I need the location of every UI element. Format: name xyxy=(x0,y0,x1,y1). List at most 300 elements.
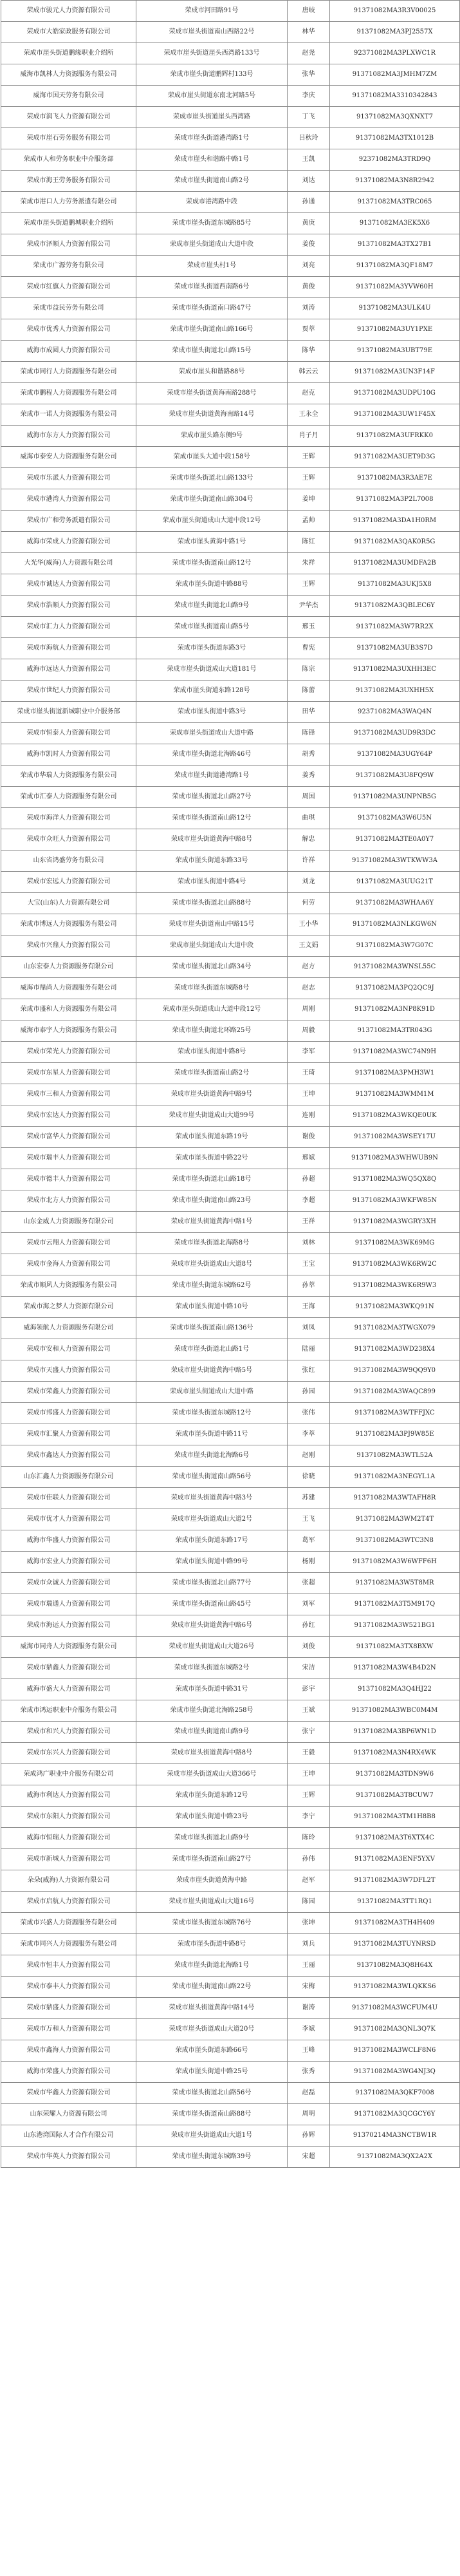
credit-code-cell: 91371082MA3TX27B1 xyxy=(330,234,460,256)
legal-person-cell: 李庆 xyxy=(288,86,330,107)
address-cell: 荣成市崖头街道港湾路1号 xyxy=(136,128,288,149)
legal-person-cell: 陈锋 xyxy=(288,723,330,744)
company-registry-table xyxy=(1,0,460,2168)
address-cell: 荣成市崖头街道中路10号 xyxy=(136,1297,288,1318)
table-row xyxy=(1,893,460,914)
company-name-cell: 荣成市兴盛人力资源服务有限公司 xyxy=(1,1913,136,1934)
table-row xyxy=(1,1297,460,1318)
legal-person-cell: 孙红 xyxy=(288,1615,330,1637)
company-name-cell: 山东汇鑫人力资源服务有限公司 xyxy=(1,1467,136,1488)
table-row xyxy=(1,362,460,383)
address-cell: 荣成市崖头街道南山路22号 xyxy=(136,1977,288,1998)
company-name-cell: 荣成市海洋人力资源有限公司 xyxy=(1,808,136,829)
credit-code-cell: 91371082MA3P2L7008 xyxy=(330,489,460,511)
registry-body xyxy=(1,1,460,2168)
legal-person-cell: 姜坤 xyxy=(288,489,330,511)
credit-code-cell: 91371082MA3WAQC899 xyxy=(330,1382,460,1403)
company-name-cell: 山东省鸿盛劳务有限公司 xyxy=(1,851,136,872)
company-name-cell: 荣成市鼎盛人力资源有限公司 xyxy=(1,1998,136,2019)
table-row xyxy=(1,1892,460,1913)
address-cell: 荣成市崖头街道东路128号 xyxy=(136,681,288,702)
credit-code-cell: 91371082MA3W7RR2X xyxy=(330,617,460,638)
company-name-cell: 荣成市优才人力资源有限公司 xyxy=(1,1509,136,1530)
credit-code-cell: 91371082MA3UN3F14F xyxy=(330,362,460,383)
table-row xyxy=(1,128,460,149)
table-row xyxy=(1,1743,460,1764)
credit-code-cell: 91371082MA3WM2T4T xyxy=(330,1509,460,1530)
company-name-cell: 荣成市金海人力资源有限公司 xyxy=(1,1254,136,1275)
address-cell: 荣成市崖头街道成山大道中段 xyxy=(136,234,288,256)
address-cell: 荣成市崖头街道黄海中路3号 xyxy=(136,1488,288,1509)
table-row xyxy=(1,1467,460,1488)
legal-person-cell: 刘涛 xyxy=(288,298,330,319)
address-cell: 荣成市崖头街道南山路5号 xyxy=(136,617,288,638)
credit-code-cell: 91371082MA3UD9R3DC xyxy=(330,723,460,744)
legal-person-cell: 刘兵 xyxy=(288,1934,330,1955)
table-row xyxy=(1,1637,460,1658)
address-cell: 荣成市崖头街道黄海中路14号 xyxy=(136,1998,288,2019)
address-cell: 荣成市崖头街道北山路88号 xyxy=(136,893,288,914)
address-cell: 荣成市崖头街道成山大道26号 xyxy=(136,1637,288,1658)
table-row xyxy=(1,1615,460,1637)
credit-code-cell: 91371082MA3310342843 xyxy=(330,86,460,107)
table-row xyxy=(1,1382,460,1403)
address-cell: 荣成市崖头街道成山大道2号 xyxy=(136,1509,288,1530)
company-name-cell: 荣成市博远人力资源服务有限公司 xyxy=(1,914,136,935)
legal-person-cell: 唐岐 xyxy=(288,1,330,22)
credit-code-cell: 91371082MA3WK6R9W3 xyxy=(330,1275,460,1297)
company-name-cell: 威海市恒瑞人力资源有限公司 xyxy=(1,1828,136,1849)
address-cell: 荣成市崖头街道成山大道1号 xyxy=(136,2125,288,2147)
credit-code-cell: 91371082MA3QKF7008 xyxy=(330,2083,460,2104)
table-row xyxy=(1,1764,460,1785)
credit-code-cell: 91371082MA3W5T8MR xyxy=(330,1573,460,1594)
legal-person-cell: 宋洁 xyxy=(288,1658,330,1679)
address-cell: 荣成市崖头街道崖头西湾路133号 xyxy=(136,43,288,64)
address-cell: 荣成市崖头街道南山路23号 xyxy=(136,1190,288,1212)
address-cell: 荣成市崖头街道成山大道8号 xyxy=(136,1254,288,1275)
company-name-cell: 荣成市恒泰人力资源有限公司 xyxy=(1,723,136,744)
address-cell: 荣成市崖头街道南山路2号 xyxy=(136,1063,288,1084)
credit-code-cell: 91371082MA3YVW60H xyxy=(330,277,460,298)
company-name-cell: 荣成市宏达人力资源有限公司 xyxy=(1,1105,136,1127)
address-cell: 荣成市崖头街道东城路8号 xyxy=(136,978,288,999)
table-row xyxy=(1,532,460,553)
company-name-cell: 荣成市世纪人力资源有限公司 xyxy=(1,681,136,702)
address-cell: 荣成市崖头街道南山路12号 xyxy=(136,553,288,574)
credit-code-cell: 91371082MA3U8FQ9W xyxy=(330,766,460,787)
credit-code-cell: 91371082MA3TX8BXW xyxy=(330,1637,460,1658)
credit-code-cell: 91371082MA3N4RX4WK xyxy=(330,1743,460,1764)
legal-person-cell: 刘凤 xyxy=(288,1318,330,1339)
company-name-cell: 荣成市港口人力劳务派遣有限公司 xyxy=(1,192,136,213)
legal-person-cell: 王辉 xyxy=(288,1785,330,1807)
credit-code-cell: 91371082MA3UW1F45X xyxy=(330,404,460,426)
credit-code-cell: 91371082MA3QX2A2X xyxy=(330,2147,460,2168)
address-cell: 荣成市崖头街道中路8号 xyxy=(136,1042,288,1063)
table-row xyxy=(1,1594,460,1615)
credit-code-cell: 91371082MA3UUG21T xyxy=(330,872,460,893)
company-name-cell: 威海市华盛人力资源有限公司 xyxy=(1,1530,136,1552)
company-name-cell: 荣成市新城人力资源有限公司 xyxy=(1,1849,136,1870)
legal-person-cell: 赵刚 xyxy=(288,1445,330,1467)
company-name-cell: 威海市泰宇人力资源服务有限公司 xyxy=(1,1020,136,1042)
legal-person-cell: 彭宇 xyxy=(288,1679,330,1700)
table-row xyxy=(1,957,460,978)
company-name-cell: 荣成市人和劳务职业中介服务部 xyxy=(1,149,136,171)
credit-code-cell: 91371082MA3WC74N9H xyxy=(330,1042,460,1063)
credit-code-cell: 91371082MA3UY1PXE xyxy=(330,319,460,341)
legal-person-cell: 吕秋玲 xyxy=(288,128,330,149)
company-name-cell: 威海市凯时人力资源有限公司 xyxy=(1,744,136,766)
legal-person-cell: 刘军 xyxy=(288,1594,330,1615)
address-cell: 荣成市崖头街道中路99号 xyxy=(136,1552,288,1573)
company-name-cell: 荣成市兴鼎人力资源有限公司 xyxy=(1,935,136,957)
credit-code-cell: 92371082MA3PLXWC1R xyxy=(330,43,460,64)
legal-person-cell: 张华 xyxy=(288,64,330,86)
address-cell: 荣成市崖头街道鹏辉村133号 xyxy=(136,64,288,86)
credit-code-cell: 91371082MA3T5M917Q xyxy=(330,1594,460,1615)
credit-code-cell: 91371082MA3WKQE0UK xyxy=(330,1105,460,1127)
credit-code-cell: 91371082MA3WKQ91N xyxy=(330,1297,460,1318)
credit-code-cell: 91371082MA3UXHH3EC xyxy=(330,659,460,681)
company-name-cell: 荣成市众诚人力资源有限公司 xyxy=(1,1573,136,1594)
credit-code-cell: 91371082MA3TR043G xyxy=(330,1020,460,1042)
address-cell: 荣成市崖头街道北海路46号 xyxy=(136,744,288,766)
company-name-cell: 威海市凯林人力资源服务有限公司 xyxy=(1,64,136,86)
credit-code-cell: 91371082MA3PQ2QC9J xyxy=(330,978,460,999)
company-name-cell: 荣成市华瑞人力资源服务有限公司 xyxy=(1,766,136,787)
company-name-cell: 荣成市东兴人力资源有限公司 xyxy=(1,1743,136,1764)
credit-code-cell: 91371082MA3DA1H0RM xyxy=(330,511,460,532)
company-name-cell: 荣成市大皓家政服务有限公司 xyxy=(1,22,136,43)
address-cell: 荣成市崖头街道北山路9号 xyxy=(136,596,288,617)
legal-person-cell: 朱祥 xyxy=(288,553,330,574)
company-name-cell: 荣成市瑞丰人力资源有限公司 xyxy=(1,1148,136,1169)
table-row xyxy=(1,1849,460,1870)
legal-person-cell: 孙伟 xyxy=(288,1849,330,1870)
credit-code-cell: 91371082MA3NP8K91D xyxy=(330,999,460,1020)
credit-code-cell: 91371082MA3WHAA6Y xyxy=(330,893,460,914)
company-name-cell: 荣成市东阳人力资源有限公司 xyxy=(1,1807,136,1828)
table-row xyxy=(1,1339,460,1360)
company-name-cell: 荣成市崖头街道新城职业中介服务部 xyxy=(1,702,136,723)
company-name-cell: 荣成市盛和人力资源服务有限公司 xyxy=(1,999,136,1020)
credit-code-cell: 91371082MA3WD238X4 xyxy=(330,1339,460,1360)
table-row xyxy=(1,149,460,171)
company-name-cell: 荣成市汇泰人力资源服务有限公司 xyxy=(1,787,136,808)
table-row xyxy=(1,2147,460,2168)
address-cell: 荣成市崖头街道北山路27号 xyxy=(136,787,288,808)
company-name-cell: 荣成市海航人力资源有限公司 xyxy=(1,638,136,659)
credit-code-cell: 91371082MA3TRC065 xyxy=(330,192,460,213)
legal-person-cell: 陆丽 xyxy=(288,1339,330,1360)
address-cell: 荣成市崖头街道成山大道181号 xyxy=(136,659,288,681)
table-row xyxy=(1,1700,460,1722)
table-row xyxy=(1,935,460,957)
legal-person-cell: 孙通 xyxy=(288,192,330,213)
table-row xyxy=(1,638,460,659)
company-name-cell: 荣成市一诺人力资源服务有限公司 xyxy=(1,404,136,426)
legal-person-cell: 曲琪 xyxy=(288,808,330,829)
table-row xyxy=(1,171,460,192)
address-cell: 荣成市崖头街道黄海中路8号 xyxy=(136,829,288,851)
credit-code-cell: 91371082MA3QBLEC6Y xyxy=(330,596,460,617)
legal-person-cell: 王毅 xyxy=(288,1743,330,1764)
address-cell: 荣成市崖头村1号 xyxy=(136,256,288,277)
credit-code-cell: 91371082MA3EK5X6 xyxy=(330,213,460,234)
company-name-cell: 荣成市东星人力资源有限公司 xyxy=(1,1063,136,1084)
credit-code-cell: 91371082MA3WTL52A xyxy=(330,1445,460,1467)
table-row xyxy=(1,1360,460,1382)
table-row xyxy=(1,2062,460,2083)
address-cell: 荣成市崖头街道北山路18号 xyxy=(136,1169,288,1190)
address-cell: 荣成市崖头街道中路4号 xyxy=(136,872,288,893)
legal-person-cell: 王坤 xyxy=(288,1084,330,1105)
address-cell: 荣成市崖头街道北海路8号 xyxy=(136,1233,288,1254)
address-cell: 荣成市崖头街道黄海中路 xyxy=(136,1870,288,1892)
table-row xyxy=(1,383,460,404)
legal-person-cell: 张坤 xyxy=(288,1913,330,1934)
credit-code-cell: 91371082MA3TDN9W6 xyxy=(330,1764,460,1785)
company-name-cell: 荣成市万和人力资源有限公司 xyxy=(1,2019,136,2040)
table-row xyxy=(1,702,460,723)
table-row xyxy=(1,1828,460,1849)
table-row xyxy=(1,999,460,1020)
company-name-cell: 荣成市富华人力资源有限公司 xyxy=(1,1127,136,1148)
address-cell: 荣成市崖头街道中路11号 xyxy=(136,1424,288,1445)
legal-person-cell: 徐晓 xyxy=(288,1467,330,1488)
credit-code-cell: 91371082MA3UET9D3G xyxy=(330,447,460,468)
address-cell: 荣成市河田路91号 xyxy=(136,1,288,22)
credit-code-cell: 91371082MA3Q4HJ22 xyxy=(330,1679,460,1700)
address-cell: 荣成市崖头街道南山路45号 xyxy=(136,1594,288,1615)
address-cell: 荣成市崖头街道中路31号 xyxy=(136,1679,288,1700)
credit-code-cell: 91371082MA3TX1012B xyxy=(330,128,460,149)
address-cell: 荣成市崖头街道东路66号 xyxy=(136,2040,288,2062)
legal-person-cell: 周国 xyxy=(288,787,330,808)
legal-person-cell: 赵方 xyxy=(288,957,330,978)
company-name-cell: 荣成市鼎鑫人力资源有限公司 xyxy=(1,1658,136,1679)
company-name-cell: 荣成市广源劳务有限公司 xyxy=(1,256,136,277)
address-cell: 荣成市崖头街道成山大道中段12号 xyxy=(136,511,288,532)
table-row xyxy=(1,1870,460,1892)
address-cell: 荣成市崖头路东侧9号 xyxy=(136,426,288,447)
company-name-cell: 荣成市骏元人力资源有限公司 xyxy=(1,1,136,22)
company-name-cell: 荣成市鸿运职业中介服务有限公司 xyxy=(1,1700,136,1722)
legal-person-cell: 肖子月 xyxy=(288,426,330,447)
credit-code-cell: 91371082MA3W521BG1 xyxy=(330,1615,460,1637)
address-cell: 荣成市崖头街道北山路133号 xyxy=(136,468,288,489)
table-row xyxy=(1,872,460,893)
table-row xyxy=(1,574,460,596)
table-row xyxy=(1,723,460,744)
address-cell: 荣成市崖头街道黄海中路6号 xyxy=(136,1615,288,1637)
address-cell: 荣成市崖头街道黄海中路1号 xyxy=(136,1212,288,1233)
legal-person-cell: 孙园 xyxy=(288,1382,330,1403)
table-row xyxy=(1,234,460,256)
company-name-cell: 荣成市荣光人力资源有限公司 xyxy=(1,1042,136,1063)
table-row xyxy=(1,1042,460,1063)
table-row xyxy=(1,1722,460,1743)
legal-person-cell: 张红 xyxy=(288,1360,330,1382)
credit-code-cell: 91371082MA3UMDFA2B xyxy=(330,553,460,574)
table-row xyxy=(1,1105,460,1127)
legal-person-cell: 陈玲 xyxy=(288,1828,330,1849)
company-name-cell: 荣成市海运人力资源有限公司 xyxy=(1,1615,136,1637)
legal-person-cell: 陈蕾 xyxy=(288,681,330,702)
credit-code-cell: 91371082MA3WLQKKS6 xyxy=(330,1977,460,1998)
company-name-cell: 荣成市宏远人力资源有限公司 xyxy=(1,872,136,893)
address-cell: 荣成市崖头街道东城路2号 xyxy=(136,1658,288,1679)
credit-code-cell: 91371082MA3UFRKK0 xyxy=(330,426,460,447)
legal-person-cell: 黄庚 xyxy=(288,213,330,234)
address-cell: 荣成市崖头街道黄海中路9号 xyxy=(136,1084,288,1105)
legal-person-cell: 葛军 xyxy=(288,1530,330,1552)
address-cell: 荣成市崖头街道中路88号 xyxy=(136,574,288,596)
credit-code-cell: 91371082MA3QCGCY6Y xyxy=(330,2104,460,2125)
credit-code-cell: 91371082MA3PMH3W1 xyxy=(330,1063,460,1084)
legal-person-cell: 李超 xyxy=(288,1190,330,1212)
company-name-cell: 荣成市优秀人力资源有限公司 xyxy=(1,319,136,341)
address-cell: 荣成市崖头街道黄海中路8号 xyxy=(136,1743,288,1764)
table-row xyxy=(1,2125,460,2147)
address-cell: 荣成市崖头和谐路88号 xyxy=(136,362,288,383)
legal-person-cell: 王飞 xyxy=(288,1509,330,1530)
legal-person-cell: 周明 xyxy=(288,2104,330,2125)
credit-code-cell: 91371082MA3R3V00025 xyxy=(330,1,460,22)
table-row xyxy=(1,319,460,341)
address-cell: 荣成市崖头大道中段158号 xyxy=(136,447,288,468)
table-row xyxy=(1,1403,460,1424)
address-cell: 荣成市崖头街道北山路9号 xyxy=(136,1828,288,1849)
table-row xyxy=(1,766,460,787)
legal-person-cell: 王辉 xyxy=(288,447,330,468)
company-name-cell: 荣成市德丰人力资源有限公司 xyxy=(1,1169,136,1190)
legal-person-cell: 张超 xyxy=(288,1573,330,1594)
address-cell: 荣成市崖头街道成山大道20号 xyxy=(136,2019,288,2040)
table-row xyxy=(1,681,460,702)
address-cell: 荣成市崖头街道中路22号 xyxy=(136,1148,288,1169)
credit-code-cell: 91371082MA3T8CUW7 xyxy=(330,1785,460,1807)
credit-code-cell: 91371082MA3PJ9W85E xyxy=(330,1424,460,1445)
company-name-cell: 荣成市崖头街道鹏城职业介绍所 xyxy=(1,213,136,234)
credit-code-cell: 92371082MA3TRD9Q xyxy=(330,149,460,171)
table-row xyxy=(1,489,460,511)
address-cell: 荣成市港湾路中段 xyxy=(136,192,288,213)
table-row xyxy=(1,1424,460,1445)
table-row xyxy=(1,1318,460,1339)
company-name-cell: 荣成市华鑫人力资源有限公司 xyxy=(1,2083,136,2104)
company-name-cell: 荣成市泽顺人力资源有限公司 xyxy=(1,234,136,256)
credit-code-cell: 91371082MA3WK6RW2C xyxy=(330,1254,460,1275)
address-cell: 荣成市崖头街道东路19号 xyxy=(136,1127,288,1148)
company-name-cell: 威海市成圆人力资源有限公司 xyxy=(1,341,136,362)
table-row xyxy=(1,744,460,766)
legal-person-cell: 谢涛 xyxy=(288,1998,330,2019)
table-row xyxy=(1,107,460,128)
credit-code-cell: 91371082MA3WHWUB9N xyxy=(330,1148,460,1169)
company-name-cell: 威海领航人力资源服务有限公司 xyxy=(1,1318,136,1339)
credit-code-cell: 91371082MA3WCFUM4U xyxy=(330,1998,460,2019)
table-row xyxy=(1,22,460,43)
table-row xyxy=(1,1212,460,1233)
credit-code-cell: 91371082MA3W9QQ9Y0 xyxy=(330,1360,460,1382)
address-cell: 荣成市崖头街道南山路2号 xyxy=(136,171,288,192)
table-row xyxy=(1,1807,460,1828)
legal-person-cell: 刘亮 xyxy=(288,256,330,277)
credit-code-cell: 92371082MA3WAQ4N xyxy=(330,702,460,723)
address-cell: 荣成市崖头街道北山路34号 xyxy=(136,957,288,978)
company-name-cell: 荣成鸿广职业中介服务有限公司 xyxy=(1,1764,136,1785)
table-row xyxy=(1,1679,460,1700)
company-name-cell: 荣成市华英人力资源有限公司 xyxy=(1,2147,136,2168)
legal-person-cell: 王峰 xyxy=(288,2040,330,2062)
address-cell: 荣成市崖头街道北山路77号 xyxy=(136,1573,288,1594)
table-row xyxy=(1,617,460,638)
company-name-cell: 荣成市乐派人力资源有限公司 xyxy=(1,468,136,489)
legal-person-cell: 李军 xyxy=(288,1042,330,1063)
credit-code-cell: 91371082MA3WK69MG xyxy=(330,1233,460,1254)
legal-person-cell: 王琦 xyxy=(288,1063,330,1084)
legal-person-cell: 李宁 xyxy=(288,1807,330,1828)
legal-person-cell: 杨刚 xyxy=(288,1552,330,1573)
legal-person-cell: 曹宪 xyxy=(288,638,330,659)
company-name-cell: 山东港湾国际人才合作有限公司 xyxy=(1,2125,136,2147)
credit-code-cell: 91371082MA3W7G07C xyxy=(330,935,460,957)
table-row xyxy=(1,1488,460,1509)
address-cell: 荣成市崖头街道北环路25号 xyxy=(136,1020,288,1042)
table-row xyxy=(1,1127,460,1148)
legal-person-cell: 赵尧 xyxy=(288,43,330,64)
credit-code-cell: 91371082MA3N8R2942 xyxy=(330,171,460,192)
address-cell: 荣成市崖头街道成山大道16号 xyxy=(136,1892,288,1913)
credit-code-cell: 91371082MA3UNPNB5G xyxy=(330,787,460,808)
credit-code-cell: 91371082MA3PJ2557X xyxy=(330,22,460,43)
legal-person-cell: 孟帅 xyxy=(288,511,330,532)
credit-code-cell: 91371082MA3WTC3N8 xyxy=(330,1530,460,1552)
legal-person-cell: 姜俊 xyxy=(288,234,330,256)
legal-person-cell: 王宝 xyxy=(288,1254,330,1275)
table-row xyxy=(1,2040,460,2062)
legal-person-cell: 胡秀 xyxy=(288,744,330,766)
company-name-cell: 荣成市众旺人力资源有限公司 xyxy=(1,829,136,851)
legal-person-cell: 谢俊 xyxy=(288,1127,330,1148)
credit-code-cell: 91371082MA3WBC0M4M xyxy=(330,1700,460,1722)
legal-person-cell: 邢斌 xyxy=(288,1148,330,1169)
company-name-cell: 威海市东方人力资源有限公司 xyxy=(1,426,136,447)
table-row xyxy=(1,2083,460,2104)
legal-person-cell: 邢玉 xyxy=(288,617,330,638)
legal-person-cell: 丁飞 xyxy=(288,107,330,128)
credit-code-cell: 91371082MA3TUYNRSD xyxy=(330,1934,460,1955)
credit-code-cell: 91371082MA3ENF5YXV xyxy=(330,1849,460,1870)
table-row xyxy=(1,596,460,617)
legal-person-cell: 张宁 xyxy=(288,1722,330,1743)
address-cell: 荣成市崖头街道北山路1号 xyxy=(136,1339,288,1360)
address-cell: 荣成市崖头街道成山大道中段 xyxy=(136,935,288,957)
company-name-cell: 威海市国天劳务有限公司 xyxy=(1,86,136,107)
address-cell: 荣成市崖头街道北海路6号 xyxy=(136,1445,288,1467)
legal-person-cell: 刘林 xyxy=(288,1233,330,1254)
company-name-cell: 威海市远达人力资源有限公司 xyxy=(1,659,136,681)
table-row xyxy=(1,787,460,808)
address-cell: 荣成市崖头街道崖头西湾路 xyxy=(136,107,288,128)
credit-code-cell: 91371082MA3QNL3Q7K xyxy=(330,2019,460,2040)
legal-person-cell: 刘龙 xyxy=(288,872,330,893)
table-row xyxy=(1,468,460,489)
company-name-cell: 荣成市鹏程人力资源服务有限公司 xyxy=(1,383,136,404)
